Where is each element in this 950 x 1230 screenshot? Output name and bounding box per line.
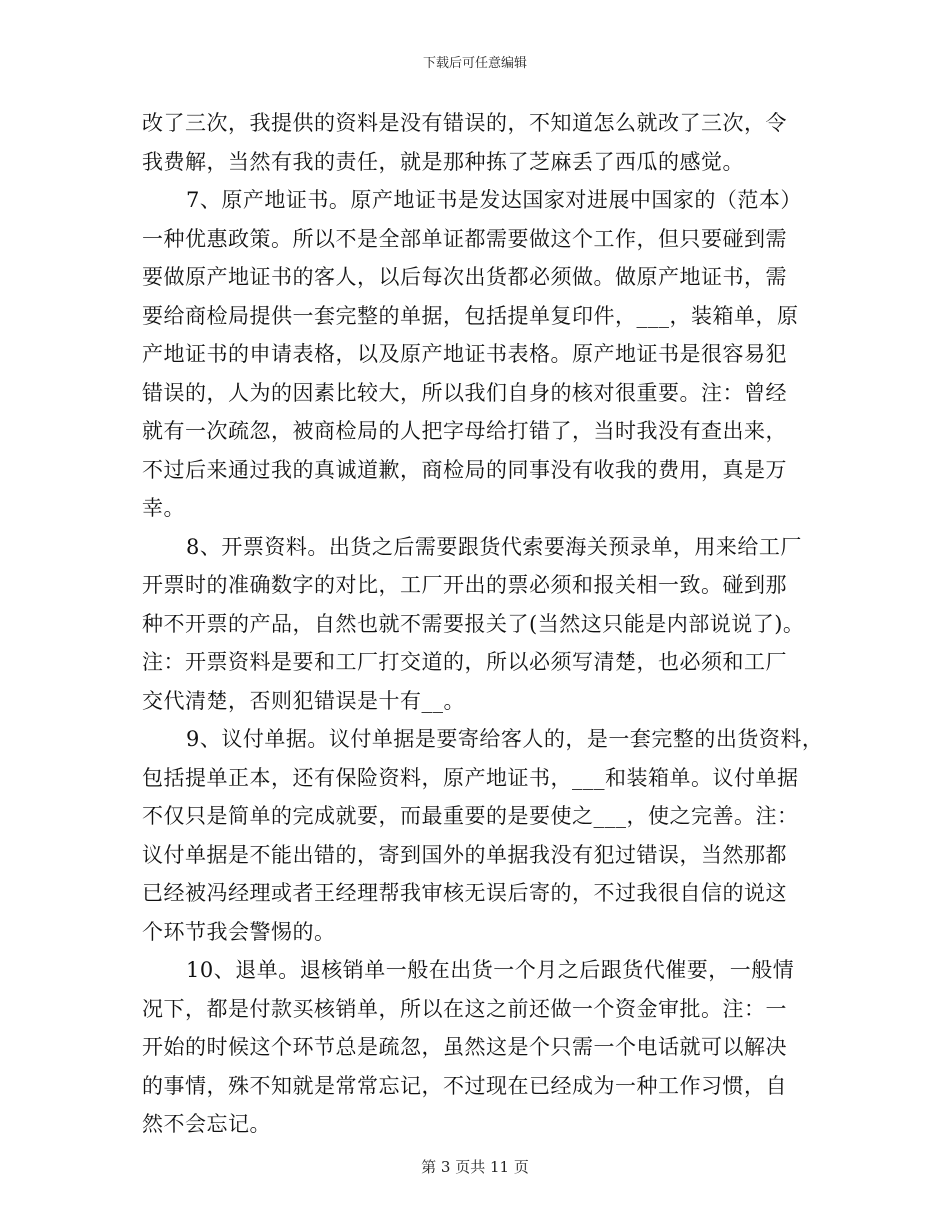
text-line: 我费解，当然有我的责任，就是那种拣了芝麻丢了西瓜的感觉。 xyxy=(142,149,744,174)
text-line: 改了三次，我提供的资料是没有错误的，不知道怎么就改了三次，令 xyxy=(142,111,787,135)
text-line: 注：开票资料是要和工厂打交道的，所以必须写清楚，也必须和工厂 xyxy=(142,650,787,674)
text-line: 要给商检局提供一套完整的单据，包括提单复印件，___，装箱单，原 xyxy=(142,303,799,328)
page-header: 下载后可任意编辑 xyxy=(422,56,527,71)
text-line: 议付单据是不能出错的，寄到国外的单据我没有犯过错误，当然那都 xyxy=(142,842,787,867)
paragraph-start-line: 8、开票资料。出货之后需要跟货代索要海关预录单，用来给工厂 xyxy=(186,534,802,559)
text-line: 个环节我会警惕的。 xyxy=(142,919,336,944)
text-line: 已经被冯经理或者王经理帮我审核无误后寄的，不过我很自信的说这 xyxy=(142,881,787,905)
text-line: 不仅只是简单的完成就要，而最重要的是要使之___，使之完善。注： xyxy=(142,804,799,828)
text-line: 要做原产地证书的客人，以后每次出货都必须做。做原产地证书，需 xyxy=(142,265,787,289)
page-number-footer: 第 3 页共 11 页 xyxy=(421,1158,529,1176)
text-line: 产地证书的申请表格，以及原产地证书表格。原产地证书是很容易犯 xyxy=(142,342,787,366)
text-line: 开始的时候这个环节总是疏忽，虽然这是个只需一个电话就可以解决 xyxy=(142,1035,787,1059)
text-line: 包括提单正本，还有保险资料，原产地证书，___和装箱单。议付单据 xyxy=(142,765,799,790)
text-line: 开票时的准确数字的对比，工厂开出的票必须和报关相一致。碰到那 xyxy=(142,573,787,597)
text-line: 一种优惠政策。所以不是全部单证都需要做这个工作，但只要碰到需 xyxy=(142,226,787,251)
text-line: 况下，都是付款买核销单，所以在这之前还做一个资金审批。注：一 xyxy=(142,996,787,1021)
paragraph-start-line: 9、议付单据。议付单据是要寄给客人的，是一套完整的出货资料， xyxy=(186,727,824,751)
text-line: 不过后来通过我的真诚道歉，商检局的同事没有收我的费用，真是万 xyxy=(142,457,787,482)
text-line: 种不开票的产品，自然也就不需要报关了(当然这只能是内部说说了)。 xyxy=(142,611,805,636)
text-line: 的事情，殊不知就是常常忘记，不过现在已经成为一种工作习惯，自 xyxy=(142,1073,787,1098)
text-line: 幸。 xyxy=(142,496,185,520)
text-line: 就有一次疏忽，被商检局的人把字母给打错了，当时我没有查出来， xyxy=(142,419,787,443)
text-line: 错误的，人为的因素比较大，所以我们自身的核对很重要。注：曾经 xyxy=(142,380,787,405)
text-line: 然不会忘记。 xyxy=(142,1112,271,1136)
text-line: 交代清楚，否则犯错误是十有__。 xyxy=(142,688,465,713)
paragraph-start-line: 7、原产地证书。原产地证书是发达国家对进展中国家的（范本） xyxy=(186,188,802,212)
paragraph-start-line: 10、退单。退核销单一般在出货一个月之后跟货代催要，一般情 xyxy=(186,958,795,982)
